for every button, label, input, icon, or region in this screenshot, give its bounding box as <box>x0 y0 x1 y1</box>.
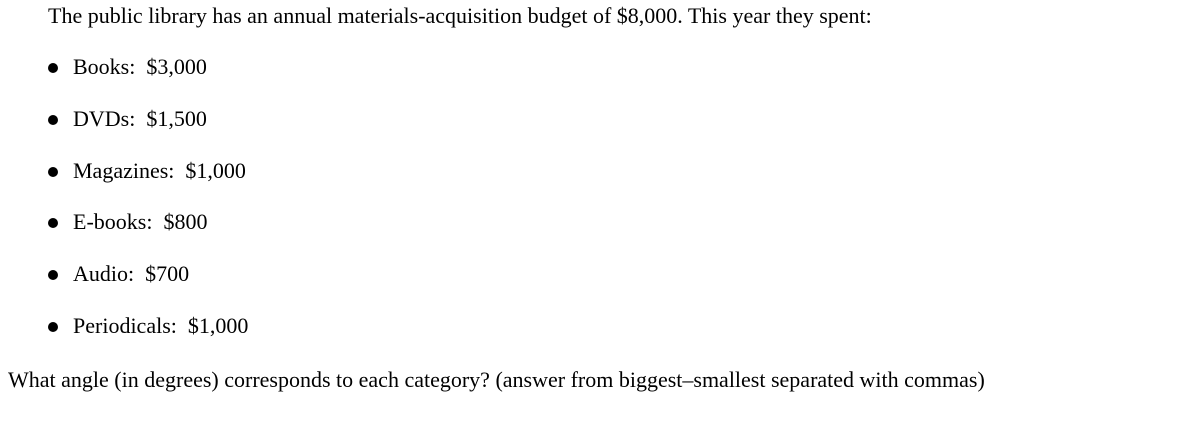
item-amount: $3,000 <box>146 54 207 79</box>
item-label: Periodicals: <box>73 313 177 338</box>
item-label: Books: <box>73 54 136 79</box>
bullet-icon <box>48 115 58 125</box>
question-text: What angle (in degrees) corresponds to each category? (answer from biggest–smallest separated with commas) <box>8 367 985 392</box>
item-label: E-books: <box>73 209 153 234</box>
item-amount: $800 <box>163 209 208 234</box>
item-amount: $1,000 <box>187 313 249 338</box>
bullet-icon <box>48 63 58 73</box>
item-label: Audio: <box>73 261 135 286</box>
item-amount: $1,000 <box>185 158 246 183</box>
item-label: DVDs: <box>73 106 136 131</box>
bullet-icon <box>48 322 58 332</box>
intro-text: The public library has an annual materials-acquisition budget of $8,000. This year they spent: <box>48 3 872 28</box>
item-label: Magazines: <box>73 158 175 183</box>
item-amount: $1,500 <box>146 106 207 131</box>
item-amount: $700 <box>145 261 190 286</box>
bullet-icon <box>48 218 58 228</box>
bullet-icon <box>48 270 58 280</box>
bullet-icon <box>48 167 58 177</box>
